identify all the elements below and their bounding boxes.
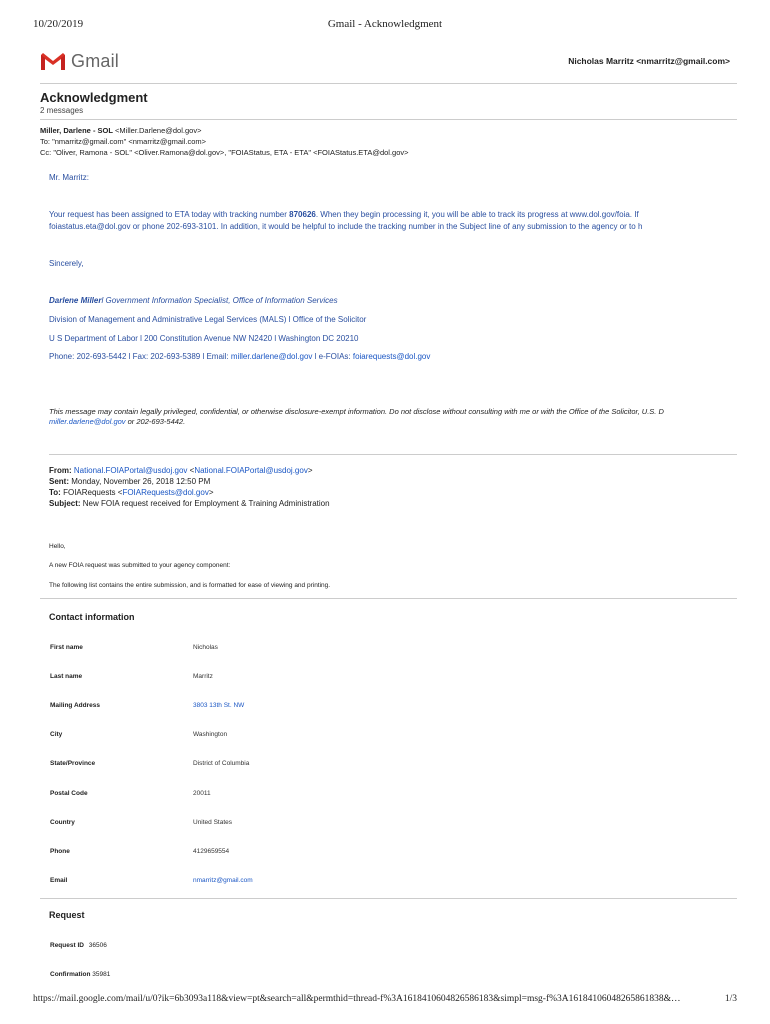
fwd-sent-label: Sent:	[49, 477, 72, 486]
para-text: Your request has been assigned to ETA today with tracking number	[49, 210, 290, 219]
contact-row-value: 20011	[193, 790, 211, 797]
contact-row-label: City	[50, 731, 63, 738]
fwd-subject-label: Subject:	[49, 499, 83, 508]
closing: Sincerely,	[49, 259, 84, 268]
fwd-from-link-2[interactable]: National.FOIAPortal@usdoj.gov	[194, 466, 308, 475]
fwd-subject-value: New FOIA request received for Employment & Training Administration	[82, 499, 330, 508]
thread-subject: Acknowledgment	[40, 90, 148, 105]
fwd-to-label: To:	[49, 488, 64, 497]
contact-row-value: United States	[193, 819, 233, 826]
page-number: 1/3	[724, 994, 737, 1004]
contact-row-label: State/Province	[50, 760, 96, 767]
signature-email-link[interactable]: miller.darlene@dol.gov	[230, 352, 313, 361]
signature-efoia-label: l e-FOIAs:	[312, 352, 353, 361]
efoia-email-link[interactable]: foiarequests@dol.gov	[352, 352, 431, 361]
sender-email: <Miller.Darlene@dol.gov>	[115, 126, 202, 135]
request-id-value: 36506	[88, 942, 107, 949]
signature-line4	[49, 352, 430, 361]
contact-row-value: District of Columbia	[193, 760, 250, 767]
contact-row-label: Postal Code	[50, 790, 88, 797]
sender-name: Miller, Darlene - SOL	[40, 126, 113, 135]
print-title: Gmail - Acknowledgment	[327, 18, 443, 30]
signature-line3: U S Department of Labor l 200 Constitution Avenue NW N2420 l Washington DC 20210	[49, 334, 359, 343]
gmail-logo	[40, 50, 119, 72]
confirmation-value: 35981	[92, 971, 111, 978]
body-paragraph	[49, 210, 639, 219]
greeting: Mr. Marritz:	[49, 173, 89, 182]
fwd-to-value: FOIARequests <	[63, 488, 123, 497]
contact-row-value[interactable]: nmarritz@gmail.com	[193, 877, 253, 884]
fwd-from-link[interactable]: National.FOIAPortal@usdoj.gov	[73, 466, 188, 475]
cc-line: Cc: "Oliver, Ramona - SOL" <Oliver.Ramona@dol.gov>, "FOIAStatus, ETA - ETA" <FOIAStatus.ETA@dol.gov>	[40, 148, 409, 157]
message-header	[40, 125, 409, 158]
account-name: Nicholas Marritz <nmarritz@gmail.com>	[568, 56, 730, 66]
signature-name: Darlene Miller	[49, 296, 102, 305]
page-url: https://mail.google.com/mail/u/0?ik=6b3093a118&view=pt&search=all&permthid=thread-f%3A1618410604826586183&simpl=msg-f%3A16184106048265861838&…	[33, 994, 681, 1004]
message-count: 2 messages	[40, 106, 84, 115]
request-heading: Request	[49, 910, 85, 920]
forwarded-header: From: National.FOIAPortal@usdoj.gov <National.FOIAPortal@usdoj.gov> Sent: Monday, November 26, 2018 12:50 PM To: FOIARequests <FOIARequests@dol.gov> Subject: New FOIA request received for Employment & Training Administration	[49, 466, 330, 508]
signature-line1	[49, 296, 338, 305]
divider	[40, 898, 737, 899]
hello-text: Hello,	[49, 543, 66, 550]
fwd-sent-value: Monday, November 26, 2018 12:50 PM	[71, 477, 211, 486]
contact-row-value[interactable]: 3803 13th St. NW	[193, 702, 245, 709]
contact-heading: Contact information	[49, 612, 135, 622]
disclaimer-line2	[49, 417, 185, 427]
contact-row-label: Phone	[50, 848, 70, 855]
print-header	[33, 18, 737, 34]
fwd-to-link[interactable]: FOIARequests@dol.gov	[122, 488, 209, 497]
disclaimer-line1: This message may contain legally privileged, confidential, or otherwise disclosure-exempt information. Do not disclose without consulting with me or with the Office of the Solicitor, U.S. D	[49, 407, 664, 416]
contact-row-value: Marritz	[193, 673, 213, 680]
confirmation-label: Confirmation	[50, 971, 91, 978]
signature-phone: Phone: 202-693-5442 l Fax: 202-693-5389 l Email:	[49, 352, 231, 361]
intro-text: A new FOIA request was submitted to your agency component:	[49, 562, 231, 569]
note-text: The following list contains the entire submission, and is formatted for ease of viewing and printing.	[49, 582, 331, 589]
gmail-m-icon	[40, 51, 66, 71]
contact-row-value: 4129659554	[193, 848, 230, 855]
divider	[40, 598, 737, 599]
contact-row-label: Country	[50, 819, 75, 826]
contact-row-value: Washington	[193, 731, 228, 738]
contact-row-value: Nicholas	[193, 644, 218, 651]
divider	[40, 83, 737, 84]
divider	[49, 454, 737, 455]
fwd-from-label: From:	[49, 466, 74, 475]
signature-line2: Division of Management and Administrative Legal Services (MALS) l Office of the Solicitor	[49, 315, 367, 324]
disclaimer-email-link[interactable]: miller.darlene@dol.gov	[49, 417, 126, 426]
signature-title: l Government Information Specialist, Office of Information Services	[101, 296, 338, 305]
contact-row-label: Mailing Address	[50, 702, 100, 709]
tracking-number: 870626	[289, 210, 316, 219]
disclaimer-tail: or 202-693-5442.	[125, 417, 186, 426]
body-paragraph-line2: foiastatus.eta@dol.gov or phone 202-693-3101. In addition, it would be helpful to include the tracking number in the Subject line of any submission to the agency or to h	[49, 222, 643, 231]
request-id-row	[50, 942, 107, 949]
to-line: To: "nmarritz@gmail.com" <nmarritz@gmail.com>	[40, 137, 207, 146]
confirmation-row	[50, 971, 110, 978]
request-id-label: Request ID	[50, 942, 84, 949]
print-date: 10/20/2019	[33, 18, 84, 30]
divider	[40, 119, 737, 120]
contact-row-label: Last name	[50, 673, 83, 680]
gmail-wordmark: Gmail	[71, 50, 120, 71]
para-text: . When they begin processing it, you will be able to track its progress at www.dol.gov/foia. If	[315, 210, 639, 219]
contact-row-label: Email	[50, 877, 68, 884]
contact-row-label: First name	[50, 644, 83, 651]
